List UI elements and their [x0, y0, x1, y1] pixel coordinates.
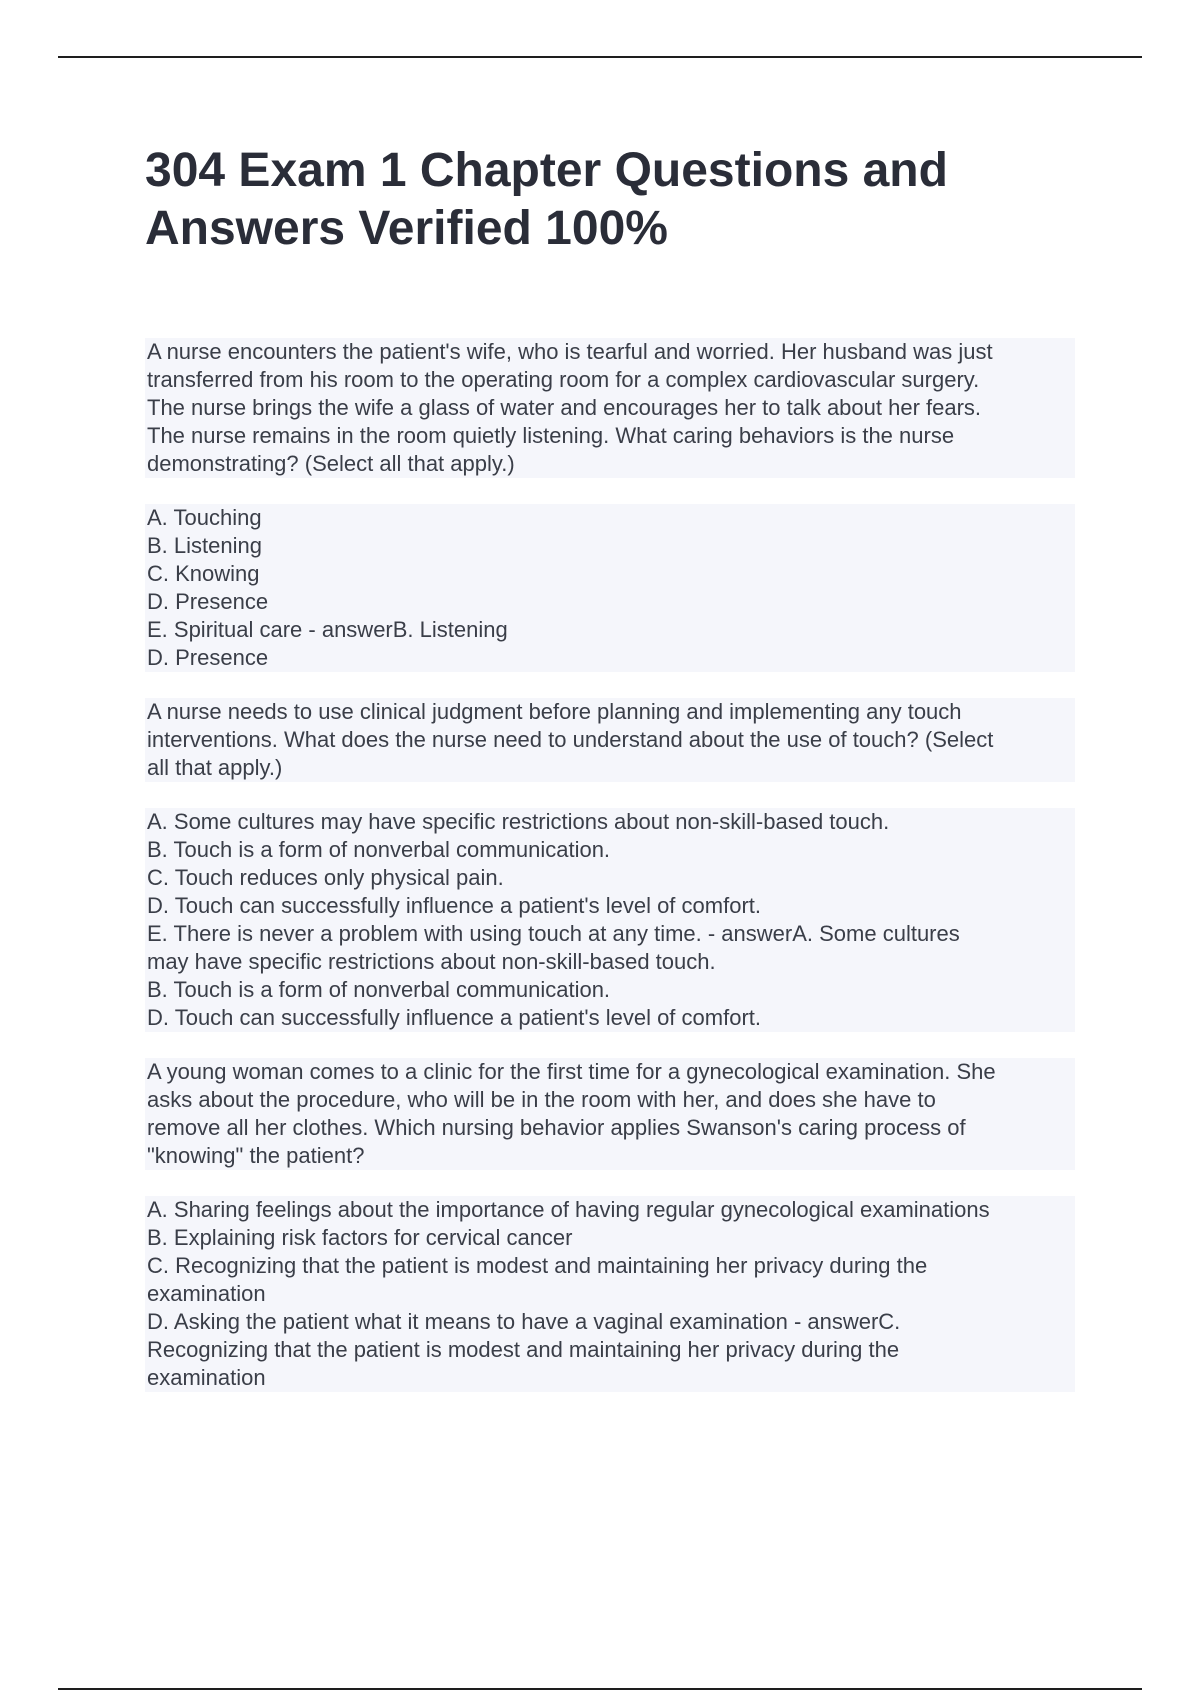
question-item-3 [145, 1058, 1075, 1392]
answer-options: A. Sharing feelings about the importance of having regular gynecological examinations B. Explaining risk factors for cervical cancer C. Recognizing that the patient is modest and maintaining her privacy during the examination D. Asking the patient what it means to have a vaginal examination - answerC. Recognizing that the patient is modest and maintaining her privacy during the examination [145, 1196, 1075, 1392]
answer-options: A. Some cultures may have specific restrictions about non-skill-based touch. B. Touch is a form of nonverbal communication. C. Touch reduces only physical pain. D. Touch can successfully influence a patient's level of comfort. E. There is never a problem with using touch at any time. - answerA. Some cultures may have specific restrictions about non-skill-based touch. B. Touch is a form of nonverbal communication. D. Touch can successfully influence a patient's level of comfort. [145, 808, 1075, 1032]
title-line-2: Answers Verified 100% [145, 202, 668, 255]
questions-list [145, 338, 1075, 1418]
top-divider [58, 56, 1142, 58]
title-line-1: 304 Exam 1 Chapter Questions and [145, 144, 948, 197]
question-text: A nurse encounters the patient's wife, who is tearful and worried. Her husband was just transferred from his room to the operating room for a complex cardiovascular surgery. The nurse brings the wife a glass of water and encourages her to talk about her fears. The nurse remains in the room quietly listening. What caring behaviors is the nurse demonstrating? (Select all that apply.) [145, 338, 1075, 478]
question-text: A young woman comes to a clinic for the first time for a gynecological examination. She asks about the procedure, who will be in the room with her, and does she have to remove all her clothes. Which nursing behavior applies Swanson's caring process of "knowing" the patient? [145, 1058, 1075, 1170]
question-item-1 [145, 338, 1075, 672]
bottom-divider [58, 1688, 1142, 1690]
document-title [145, 142, 1045, 258]
question-text: A nurse needs to use clinical judgment before planning and implementing any touch interventions. What does the nurse need to understand about the use of touch? (Select all that apply.) [145, 698, 1075, 782]
question-item-2 [145, 698, 1075, 1032]
answer-options: A. Touching B. Listening C. Knowing D. Presence E. Spiritual care - answerB. Listening D. Presence [145, 504, 1075, 672]
